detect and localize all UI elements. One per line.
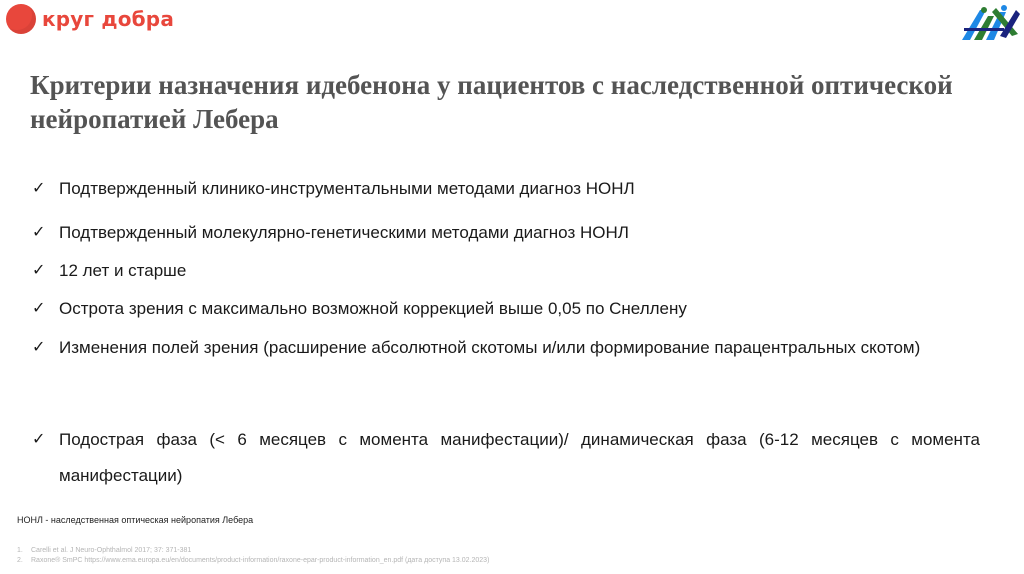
reference-item xyxy=(17,546,489,556)
checkmark-icon: ✓ xyxy=(32,180,46,197)
brand-circle-icon xyxy=(6,4,36,34)
abbreviation-note: НОНЛ - наследственная оптическая нейропатия Лебера xyxy=(17,515,254,525)
criteria-item xyxy=(32,261,980,281)
references-list xyxy=(17,546,489,566)
criteria-text: Острота зрения с максимально возможной коррекцией выше 0,05 по Снеллену xyxy=(59,299,687,318)
checkmark-icon: ✓ xyxy=(32,224,46,241)
criteria-item xyxy=(32,299,980,319)
reference-item xyxy=(17,556,489,566)
reference-number: 2. xyxy=(17,557,23,564)
criteria-text: Изменения полей зрения (расширение абсолютной скотомы и/или формирование парацентральных скотом) xyxy=(59,338,921,357)
criteria-item xyxy=(32,430,980,494)
checkmark-icon: ✓ xyxy=(32,339,46,356)
reference-text: Carelli et al. J Neuro-Ophthalmol 2017; 37: 371-381 xyxy=(31,547,192,554)
checkmark-icon: ✓ xyxy=(32,431,46,448)
criteria-text: Подтвержденный молекулярно-генетическими методами диагноз НОНЛ xyxy=(59,223,629,242)
criteria-item xyxy=(32,338,980,366)
criteria-text: 12 лет и старше xyxy=(59,261,187,280)
criteria-text: Подтвержденный клинико-инструментальными методами диагноз НОНЛ xyxy=(59,179,635,198)
brand-logo xyxy=(6,4,174,34)
association-logo-icon xyxy=(960,4,1020,44)
criteria-item xyxy=(32,179,980,199)
criteria-text: Подострая фаза (< 6 месяцев с момента манифестации)/ динамическая фаза (6-12 месяцев с момента манифестации) xyxy=(59,430,980,485)
criteria-item xyxy=(32,223,980,243)
brand-name: круг добра xyxy=(42,7,175,31)
checkmark-icon: ✓ xyxy=(32,300,46,317)
reference-text: Raxone® SmPC https://www.ema.europa.eu/en/documents/product-information/raxone-epar-product-information_en.pdf (дата доступа 13.02.2023) xyxy=(31,557,490,564)
reference-number: 1. xyxy=(17,547,23,554)
checkmark-icon: ✓ xyxy=(32,262,46,279)
slide-title: Критерии назначения идебенона у пациентов с наследственной оптической нейропатией Лебера xyxy=(30,70,953,134)
